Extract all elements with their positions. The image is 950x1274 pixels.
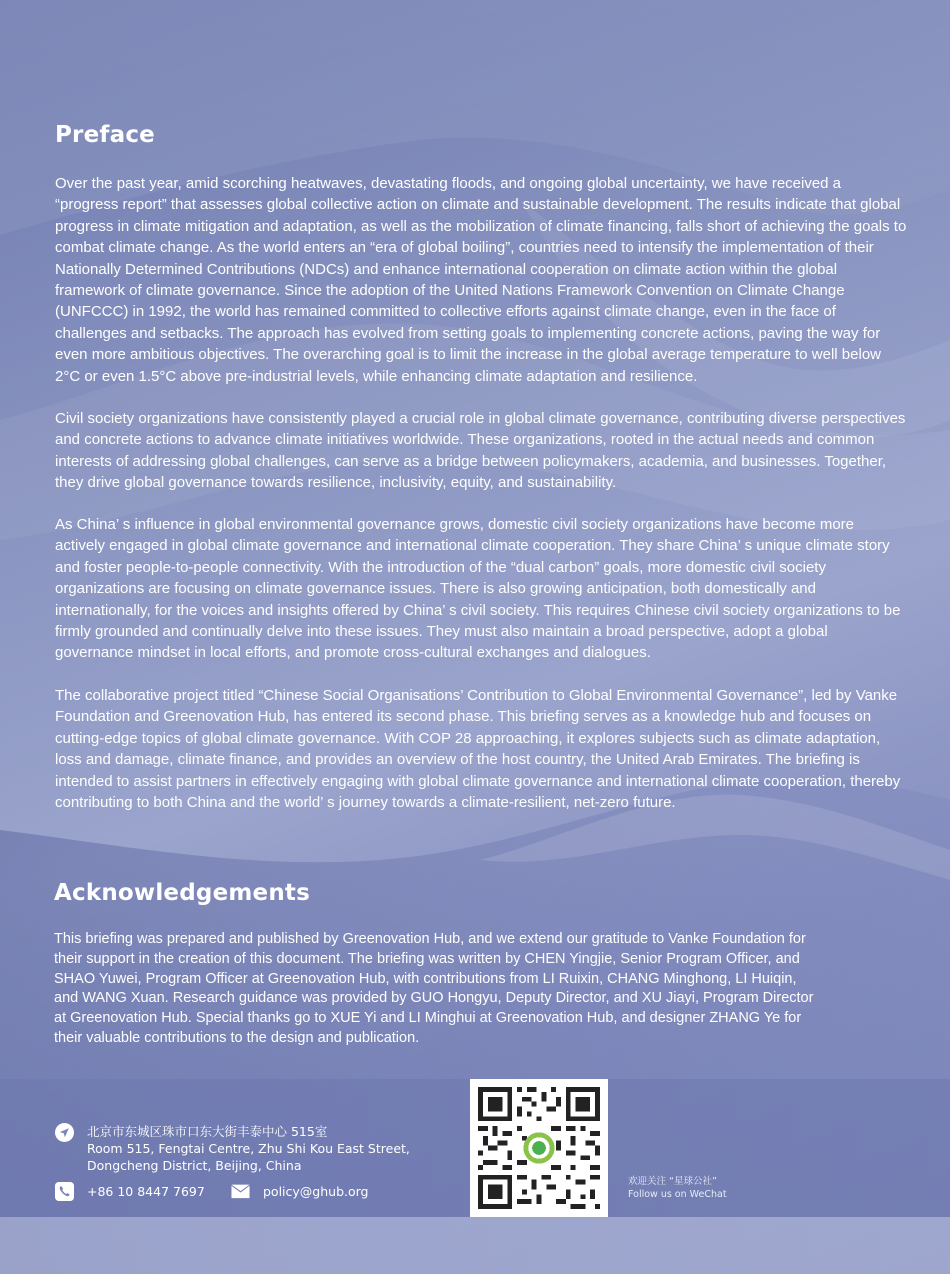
address-line-2: Dongcheng District, Beijing, China: [87, 1158, 302, 1173]
wechat-caption-en: Follow us on WeChat: [628, 1189, 727, 1200]
email-contact: [231, 1182, 369, 1201]
acknowledgements-text: This briefing was prepared and published by Greenovation Hub, and we extend our gratitude to Vanke Foundation for their support in the creation of this document. The briefing was written by CHEN Yingjie, Senior Program Officer, and SHAO Yuwei, Program Officer at Greenovation Hub, with contributions from LI Ruixin, CHANG Minghong, LI Huiqin, and WANG Xuan. Research guidance was provided by GUO Hongyu, Deputy Director, and XU Jiayi, Program Director at Greenovation Hub. Special thanks go to XUE Yi and LI Minghui at Greenovation Hub, and designer ZHANG Ye for their valuable contributions to the design and publication.: [54, 931, 814, 1046]
address-block: [55, 1123, 410, 1174]
address-line-cn: 北京市东城区珠市口东大街丰泰中心 515室: [87, 1124, 328, 1139]
acknowledgements-heading: Acknowledgements: [54, 880, 310, 906]
preface-paragraph-2: Civil society organizations have consistently played a crucial role in global climate governance, contributing diverse perspectives and concrete actions to advance climate initiatives worldwide. These organizations, rooted in the actual needs and common interests of addressing global challenges, can serve as a bridge between policymakers, academia, and businesses. Together, they drive global governance towards resilience, inclusivity, equity, and sustainability.: [55, 410, 906, 492]
phone-icon: [55, 1182, 74, 1201]
wechat-qr-code[interactable]: [470, 1079, 608, 1217]
preface-paragraph-1: Over the past year, amid scorching heatwaves, devastating floods, and ongoing global uncertainty, we have received a “progress report” that assesses global collective action on climate and sustainable development. The results indicate that global progress in climate mitigation and adaptation, as well as the mobilization of climate financing, falls short of achieving the goals to combat climate change. As the world enters an “era of global boiling”, countries need to intensify the implementation of their Nationally Determined Contributions (NDCs) and enhance international cooperation on climate action within the global framework of climate governance. Since the adoption of the United Nations Framework Convention on Climate Change (UNFCCC) in 1992, the world has remained committed to collective efforts against climate change, even in the face of challenges and setbacks. The approach has evolved from setting goals to implementing concrete actions, paving the way for even more ambitious objectives. The overarching goal is to limit the increase in the global average temperature to well below 2°C or even 1.5°C above pre-industrial levels, while enhancing climate adaptation and resilience.: [55, 175, 907, 385]
wechat-caption-cn: 欢迎关注 “星球公社”: [628, 1176, 717, 1187]
envelope-icon: [231, 1182, 250, 1201]
email-address[interactable]: policy@ghub.org: [263, 1184, 369, 1199]
phone-number[interactable]: +86 10 8447 7697: [87, 1184, 205, 1199]
wechat-caption: [628, 1175, 727, 1201]
location-arrow-icon: [55, 1123, 74, 1142]
phone-contact: [55, 1182, 205, 1201]
address-line-1: Room 515, Fengtai Centre, Zhu Shi Kou East Street,: [87, 1141, 410, 1156]
qr-code-graphic: [478, 1087, 600, 1209]
preface-paragraph-3: As China’ s influence in global environmental governance grows, domestic civil society organizations have become more actively engaged in global climate governance and international climate cooperation. They share China’ s unique climate story and foster people-to-people connectivity. With the introduction of the “dual carbon” goals, more domestic civil society organizations are focusing on climate governance issues. There is also growing anticipation, both domestically and internationally, for the voices and insights offered by China’ s civil society. This requires Chinese civil society organizations to be firmly grounded and continually delve into these issues. They must also maintain a broad perspective, adopt a global governance mindset in local efforts, and promote cross-cultural exchanges and dialogues.: [55, 516, 901, 662]
preface-heading: Preface: [55, 122, 155, 148]
preface-paragraph-4: The collaborative project titled “Chinese Social Organisations’ Contribution to Global Environmental Governance”, led by Vanke Foundation and Greenovation Hub, has entered its second phase. This briefing serves as a knowledge hub and focuses on cutting-edge topics of global climate governance. With COP 28 approaching, it explores subjects such as climate adaptation, loss and damage, climate finance, and provides an overview of the host country, the United Arab Emirates. The briefing is intended to assist partners in effectively engaging with global climate governance and international climate cooperation, thereby contributing to both China and the world’ s journey towards a climate-resilient, net-zero future.: [55, 687, 901, 812]
